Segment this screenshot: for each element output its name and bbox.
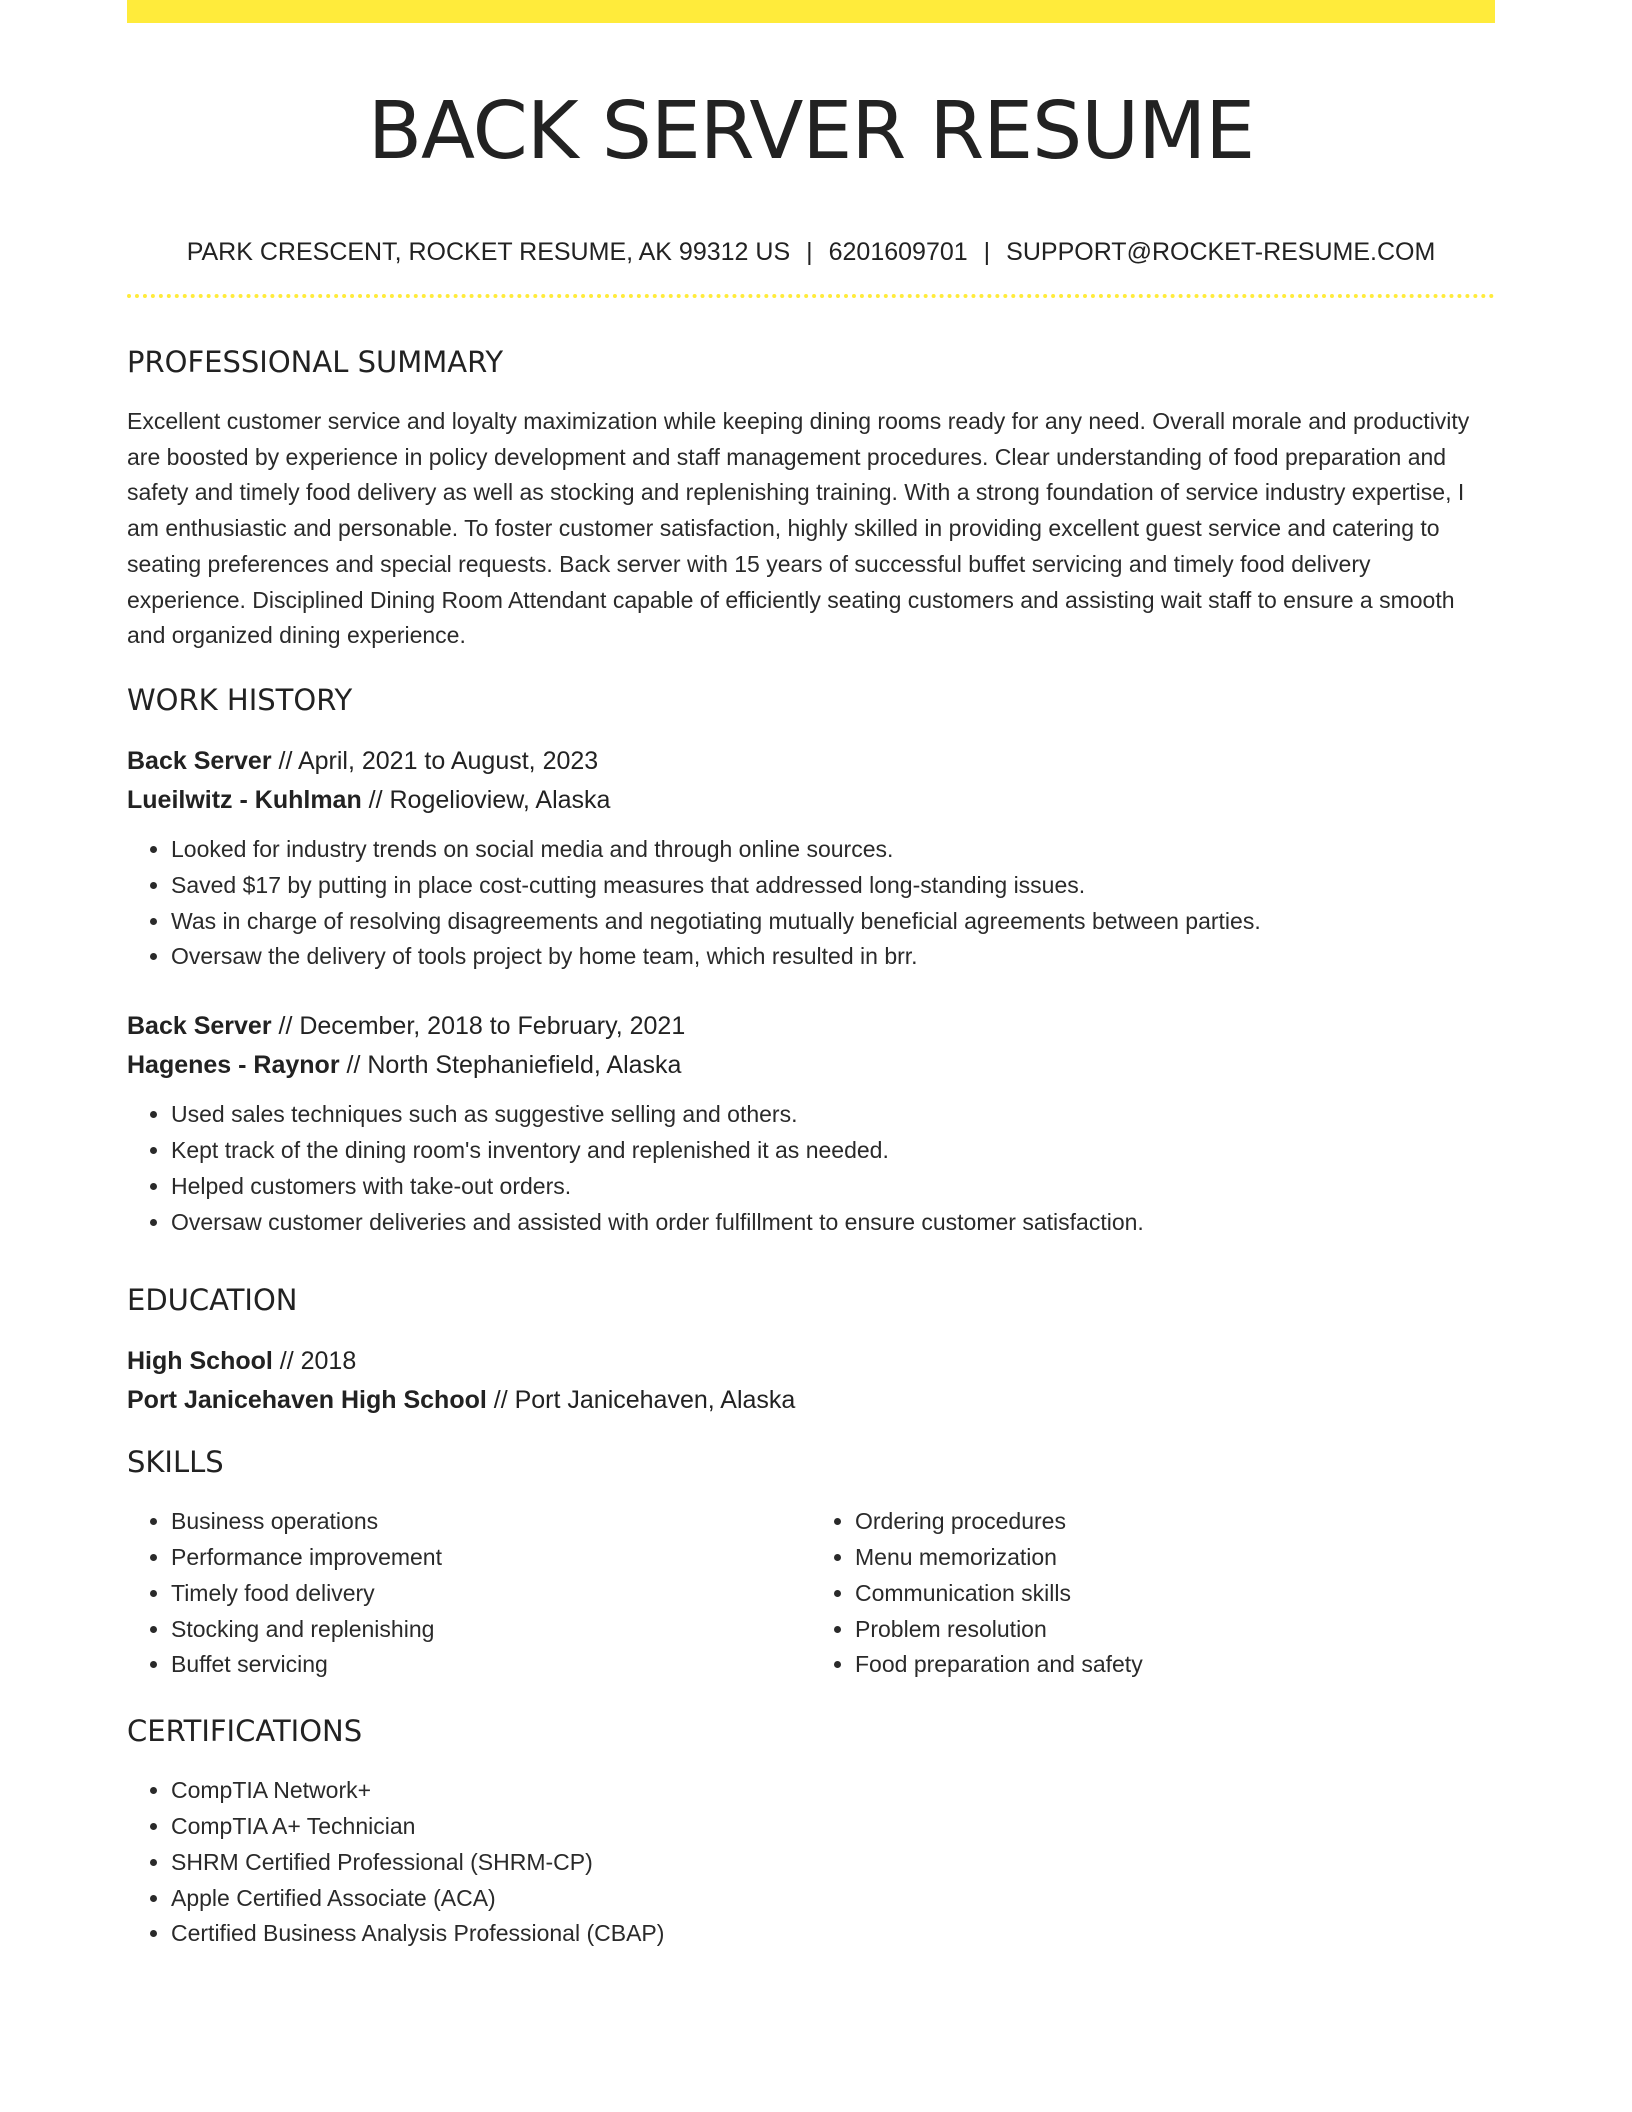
education-school-line [127,1381,1495,1420]
skills-column-left [127,1504,811,1683]
contact-separator: | [983,238,991,266]
contact-line [127,236,1495,268]
list-item: • Certified Business Analysis Professional (CBAP) [171,1916,1495,1952]
list-item: • Ordering procedures [855,1504,1495,1540]
list-item: • Was in charge of resolving disagreements and negotiating mutually beneficial agreements between parties. [171,904,1495,940]
skills-grid [127,1504,1495,1683]
job-bullet-list [127,832,1495,975]
contact-address: PARK CRESCENT, ROCKET RESUME, AK 99312 US [186,238,791,266]
job-title-line [127,742,1495,781]
list-item: • Helped customers with take-out orders. [171,1169,1495,1205]
list-item: • Buffet servicing [171,1647,811,1683]
job-company-line [127,1046,1495,1085]
list-item: • CompTIA Network+ [171,1773,1495,1809]
job-role: Back Server [127,746,272,775]
job-company-line [127,781,1495,820]
list-item: • Timely food delivery [171,1576,811,1612]
contact-email: SUPPORT@ROCKET-RESUME.COM [1006,238,1436,266]
job-title-line [127,1007,1495,1046]
job-dates: // December, 2018 to February, 2021 [271,1012,686,1041]
list-item: • Apple Certified Associate (ACA) [171,1881,1495,1917]
list-item: • Saved $17 by putting in place cost-cutting measures that addressed long-standing issues. [171,868,1495,904]
education-degree-line [127,1342,1495,1381]
list-item: • Oversaw customer deliveries and assisted with order fulfillment to ensure customer satisfaction. [171,1205,1495,1241]
list-item: • Business operations [171,1504,811,1540]
job-entry [127,1007,1495,1240]
education-degree: High School [127,1347,273,1376]
job-location: // North Stephaniefield, Alaska [339,1051,682,1080]
list-item: • Menu memorization [855,1540,1495,1576]
contact-separator: | [806,238,813,266]
job-role: Back Server [127,1012,272,1041]
certifications-list [127,1773,1495,1952]
contact-phone: 6201609701 [828,238,968,266]
list-item: • Communication skills [855,1576,1495,1612]
list-item: • CompTIA A+ Technician [171,1809,1495,1845]
skills-column-right [811,1504,1495,1683]
summary-text: Excellent customer service and loyalty maximization while keeping dining rooms ready for any need. Overall morale and productivity are boosted by experience in policy development and staff management procedures. Clear understanding of food preparation and safety and timely food delivery as well as stocking and replenishing training. With a strong foundation of service industry expertise, I am enthusiastic and personable. To foster customer satisfaction, highly skilled in providing excellent guest service and catering to seating preferences and special requests. Back server with 15 years of successful buffet servicing and timely food delivery experience. Disciplined Dining Room Attendant capable of efficiently seating customers and assisting wait staff to ensure a smooth and organized dining experience. [127,408,1470,649]
list-item: • Looked for industry trends on social media and through online sources. [171,832,1495,868]
list-item: • Kept track of the dining room's inventory and replenished it as needed. [171,1133,1495,1169]
summary-heading: PROFESSIONAL SUMMARY [127,345,504,379]
job-bullet-list [127,1097,1495,1240]
job-company: Hagenes - Raynor [127,1051,340,1080]
education-year: // 2018 [272,1347,357,1376]
skills-heading: SKILLS [127,1445,224,1480]
job-company: Lueilwitz - Kuhlman [127,785,362,814]
list-item: • Problem resolution [855,1612,1495,1648]
resume-title: BACK SERVER RESUME [367,85,1255,177]
job-dates: // April, 2021 to August, 2023 [271,746,599,775]
job-entry [127,742,1495,975]
list-item: • SHRM Certified Professional (SHRM-CP) [171,1845,1495,1881]
dotted-divider [127,294,1495,298]
education-heading: EDUCATION [127,1283,298,1318]
job-location: // Rogelioview, Alaska [361,785,611,814]
list-item: • Stocking and replenishing [171,1612,811,1648]
list-item: • Used sales techniques such as suggestive selling and others. [171,1097,1495,1133]
resume-content [127,0,1495,1952]
list-item: • Oversaw the delivery of tools project by home team, which resulted in brr. [171,939,1495,975]
list-item: • Performance improvement [171,1540,811,1576]
certifications-heading: CERTIFICATIONS [127,1714,363,1749]
list-item: • Food preparation and safety [855,1647,1495,1683]
education-school: Port Janicehaven High School [127,1386,487,1415]
education-location: // Port Janicehaven, Alaska [486,1386,796,1415]
work-history-heading: WORK HISTORY [127,682,353,717]
